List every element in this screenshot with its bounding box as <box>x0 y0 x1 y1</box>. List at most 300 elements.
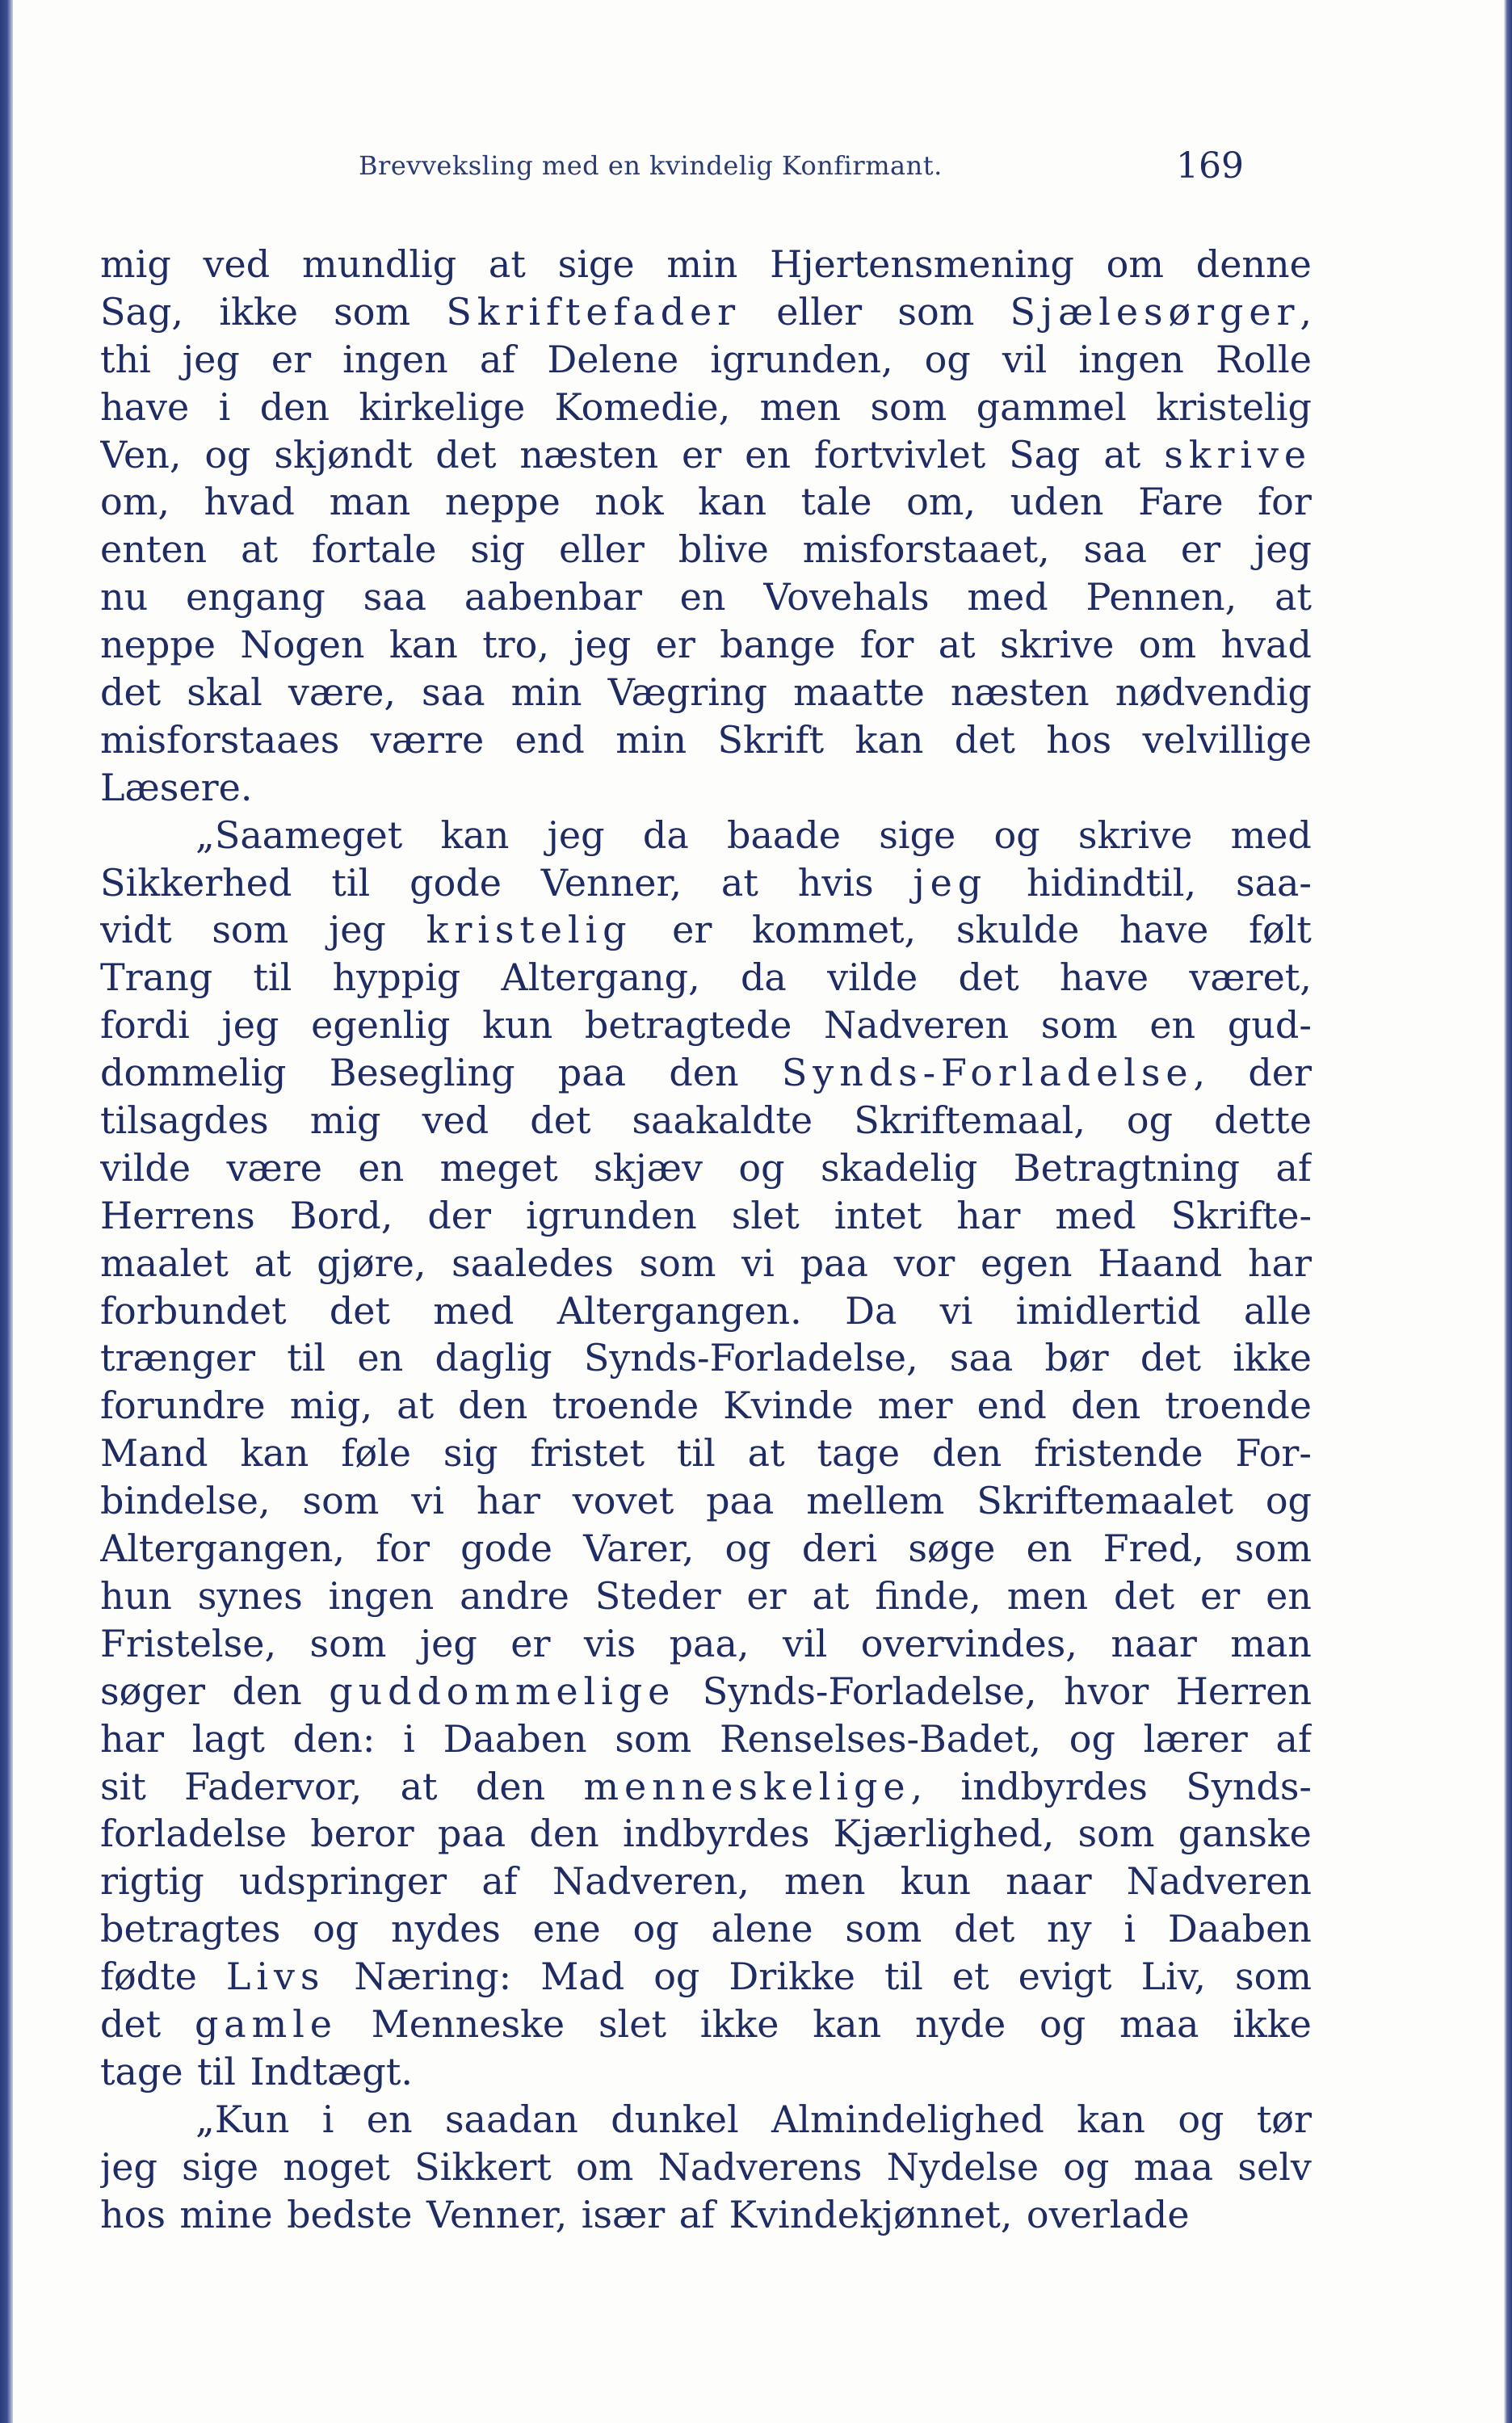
word: Kvindekjønnet, <box>729 2192 1013 2236</box>
text-line <box>100 906 1312 954</box>
word: fødte <box>100 1955 197 1999</box>
word: nødvendig <box>1115 670 1312 715</box>
text-line <box>100 716 1312 764</box>
word: Delene <box>547 337 679 381</box>
word: hos <box>100 2192 166 2236</box>
word: Herren <box>1175 1669 1312 1713</box>
word: til <box>197 2049 236 2093</box>
word: naar <box>1111 1621 1197 1665</box>
text-line <box>100 2001 1312 2048</box>
word: af <box>678 2192 716 2236</box>
word: i <box>403 1716 415 1761</box>
word: andre <box>460 1573 569 1618</box>
scan-edge-left <box>0 0 13 2423</box>
text-line <box>100 573 1312 621</box>
word: enten <box>100 527 208 572</box>
word: end <box>514 717 585 762</box>
word: som <box>1040 1003 1118 1048</box>
word: og <box>924 337 971 381</box>
word: forundre <box>100 1384 266 1428</box>
word: kun <box>900 1859 971 1904</box>
word: det <box>954 1907 1015 1951</box>
scan-edge-right <box>1504 0 1512 2423</box>
text-line <box>100 1810 1312 1858</box>
word: og <box>1178 2097 1224 2141</box>
word: jeg <box>100 2144 158 2189</box>
word <box>329 1668 675 1715</box>
word: misforstaaet, <box>802 527 1050 572</box>
word: have <box>1059 955 1149 1000</box>
word: kan <box>813 2001 882 2046</box>
spaced-emphasis: Skriftefader <box>446 289 741 334</box>
text-line <box>100 1049 1312 1097</box>
word: kristelig <box>1156 384 1312 429</box>
word: Betragtning <box>1013 1145 1241 1190</box>
word: ene <box>532 1907 601 1951</box>
word: have <box>100 384 190 429</box>
text-line <box>100 954 1312 1002</box>
word: kan <box>855 717 924 762</box>
spaced-emphasis: gamle <box>194 2001 338 2046</box>
word: meget <box>439 1145 558 1190</box>
paragraph <box>100 812 1312 2096</box>
word: Altergangen. <box>556 1288 802 1333</box>
word: mig <box>309 1098 381 1143</box>
word: skjæv <box>594 1145 703 1190</box>
word: ved <box>422 1098 489 1143</box>
word <box>446 288 741 336</box>
text-line <box>100 1573 1312 1620</box>
word: Mand <box>100 1431 208 1476</box>
word: min <box>510 670 582 715</box>
text-line <box>100 669 1312 716</box>
word: Fristelse, <box>100 1621 277 1665</box>
word: blive <box>678 527 769 572</box>
text-line <box>100 2096 1312 2144</box>
word: den <box>475 1764 546 1808</box>
word: Almindelighed <box>771 2097 1044 2141</box>
text-line <box>100 1382 1312 1430</box>
word: er <box>672 908 712 952</box>
word: udspringer <box>239 1859 447 1904</box>
word: af <box>1275 1145 1312 1190</box>
word: jeg <box>573 623 632 667</box>
word: Besegling <box>329 1051 515 1095</box>
word: vovet <box>572 1479 674 1523</box>
word: neppe <box>100 623 216 667</box>
word: sige <box>182 2144 259 2189</box>
word: en <box>1026 1526 1073 1571</box>
word: lagt <box>191 1716 265 1761</box>
word: finde, <box>875 1573 981 1618</box>
text-line <box>100 1002 1312 1049</box>
word: om <box>1106 242 1164 286</box>
word: Drikke <box>729 1955 855 1999</box>
word: uden <box>1010 480 1104 524</box>
word: har <box>100 1716 165 1761</box>
word: forbundet <box>100 1288 287 1333</box>
word: paa <box>437 1812 506 1856</box>
word: hvor <box>1064 1669 1149 1713</box>
spaced-emphasis: menneskelige <box>583 1764 911 1808</box>
text-line <box>100 1763 1312 1811</box>
word: end <box>976 1384 1047 1428</box>
word: Skrift <box>717 717 825 762</box>
word: denne <box>1195 242 1312 286</box>
word: lærer <box>1143 1716 1248 1761</box>
word: Sag <box>1009 432 1081 477</box>
word: er <box>510 1621 551 1665</box>
word: Menneske <box>371 2001 565 2046</box>
word: været, <box>1189 955 1312 1000</box>
spaced-emphasis: jeg <box>913 860 988 905</box>
word: „Saameget <box>195 813 403 857</box>
word: Pennen, <box>1086 575 1237 619</box>
word: naar <box>1006 1859 1092 1904</box>
word: af <box>1275 1716 1312 1761</box>
word: fristet <box>530 1431 645 1476</box>
word: jeg <box>1254 527 1312 572</box>
word: og <box>1040 2001 1086 2046</box>
word: deri <box>801 1526 878 1571</box>
word: troende <box>552 1384 699 1428</box>
word: hvad <box>204 480 295 524</box>
word: med <box>1230 813 1312 857</box>
word: maalet <box>100 1241 229 1285</box>
word: er <box>1200 1573 1241 1618</box>
word: en <box>366 2097 413 2141</box>
word: noget <box>283 2144 390 2189</box>
word: som <box>309 1621 387 1665</box>
word: overvindes, <box>860 1621 1077 1665</box>
word: en <box>1266 1573 1312 1618</box>
word: troende <box>1165 1384 1312 1428</box>
word: da <box>642 813 689 857</box>
word: et <box>951 1955 989 1999</box>
word: føle <box>341 1431 411 1476</box>
word: baade <box>727 813 841 857</box>
text-line <box>100 1953 1312 2001</box>
word: og <box>204 432 251 477</box>
spaced-emphasis: Sjælesørger <box>1010 289 1300 334</box>
text-line <box>100 859 1312 907</box>
text-line <box>100 1240 1312 1287</box>
text-line <box>100 431 1312 479</box>
word: indbyrdes <box>622 1812 810 1856</box>
word: tage <box>100 2049 183 2093</box>
word: ganske <box>1178 1812 1312 1856</box>
word: der <box>1248 1051 1312 1095</box>
paragraph <box>100 2096 1312 2239</box>
word: for <box>1258 480 1312 524</box>
word: paa, <box>669 1621 750 1665</box>
word: som <box>212 908 289 952</box>
word: Fare <box>1138 480 1224 524</box>
word: nydes <box>391 1907 501 1951</box>
text-line <box>100 241 1312 288</box>
word: betragtede <box>584 1003 792 1048</box>
word: paa <box>800 1241 868 1285</box>
word: Læsere. <box>100 765 253 809</box>
text-line <box>100 2144 1312 2191</box>
word: som <box>334 289 411 334</box>
word: kan <box>1077 2097 1146 2141</box>
word <box>426 906 632 954</box>
word: sig <box>443 1431 498 1476</box>
word: og <box>313 1907 359 1951</box>
word: bindelse, <box>100 1479 271 1523</box>
word: jeg <box>328 908 386 952</box>
word: det <box>958 955 1019 1000</box>
word: det <box>1140 1336 1202 1380</box>
word: sige <box>879 813 956 857</box>
text-line <box>100 384 1312 431</box>
word: til <box>253 955 292 1000</box>
word: Synds-Forladelse, <box>702 1669 1037 1713</box>
word: hidindtil, <box>1027 860 1197 905</box>
word: for <box>859 623 914 667</box>
word: Nadveren <box>823 1003 1010 1048</box>
word: Indtægt. <box>250 2049 413 2093</box>
word <box>195 2001 338 2048</box>
word: ved <box>203 242 271 286</box>
word: søge <box>908 1526 996 1571</box>
word: Herrens <box>100 1193 255 1237</box>
word: især <box>581 2192 666 2236</box>
word: maa <box>1119 2001 1199 2046</box>
word: den <box>1070 1384 1141 1428</box>
word: saa <box>949 1336 1014 1380</box>
word: om <box>1138 623 1197 667</box>
text-line <box>100 336 1312 384</box>
word: som <box>1235 1526 1312 1571</box>
word: Synds- <box>1186 1764 1312 1808</box>
text-line <box>100 1525 1312 1573</box>
word: trænger <box>100 1336 255 1380</box>
word: at <box>1103 432 1141 477</box>
word: der <box>427 1193 492 1237</box>
word: tør <box>1256 2097 1312 2141</box>
word: en <box>358 1145 405 1190</box>
word <box>226 1953 325 2001</box>
word: Næring: <box>354 1955 512 1999</box>
word: fortvivlet <box>813 432 986 477</box>
word: den <box>931 1431 1002 1476</box>
word: og <box>738 1145 785 1190</box>
word: Ven, <box>100 432 182 477</box>
word: vilde <box>827 955 918 1000</box>
word: vilde <box>100 1145 191 1190</box>
word: er <box>1180 527 1221 572</box>
word: paa <box>706 1479 775 1523</box>
spaced-emphasis: skrive <box>1164 432 1312 477</box>
word: til <box>287 1336 326 1380</box>
word <box>914 859 988 907</box>
word: ingen <box>328 1573 435 1618</box>
word: kan <box>698 480 767 524</box>
word: forladelse <box>100 1812 288 1856</box>
text-line <box>100 1334 1312 1382</box>
word: Haand <box>1098 1241 1223 1285</box>
word: ikke <box>1233 2001 1312 2046</box>
word: værre <box>370 717 485 762</box>
word: menneskelige, <box>583 1764 923 1808</box>
word: om, <box>100 480 170 524</box>
word: har <box>1247 1241 1312 1285</box>
word: Hjertensmening <box>770 242 1074 286</box>
word: nu <box>100 575 149 619</box>
word: sit <box>100 1764 146 1808</box>
word: selv <box>1237 2144 1312 2189</box>
page-number: 169 <box>1176 145 1244 187</box>
word: som <box>639 1241 716 1285</box>
spaced-emphasis: guddommelige <box>329 1669 676 1713</box>
word: til <box>331 860 371 905</box>
word: for <box>376 1526 430 1571</box>
word: at <box>720 860 758 905</box>
word: alene <box>711 1907 813 1951</box>
word: saaledes <box>452 1241 614 1285</box>
word: kan <box>240 1431 309 1476</box>
word: fortale <box>311 527 437 572</box>
word: skrive <box>1000 623 1115 667</box>
word: det <box>954 717 1015 762</box>
word: har <box>476 1479 540 1523</box>
word: men <box>784 1859 866 1904</box>
word: aabenbar <box>464 575 642 619</box>
word: følt <box>1249 908 1312 952</box>
text-line <box>100 1620 1312 1668</box>
word: igrunden, <box>710 337 893 381</box>
word: overlade <box>1026 2192 1190 2236</box>
word: næsten <box>519 432 659 477</box>
word: vi <box>939 1288 973 1333</box>
word: Synds-Forladelse, <box>583 1336 918 1380</box>
word: at <box>400 1764 438 1808</box>
word: at <box>812 1573 850 1618</box>
word: og <box>1126 1098 1174 1143</box>
word: skrive <box>1077 813 1193 857</box>
word: er <box>746 1573 787 1618</box>
word: sig <box>470 527 526 572</box>
text-line <box>100 1192 1312 1240</box>
word: slet <box>731 1193 800 1237</box>
word: i <box>218 384 231 429</box>
text-line <box>100 1430 1312 1477</box>
word: Liv, <box>1140 1955 1206 1999</box>
text-line <box>100 1668 1312 1715</box>
word: „Kun <box>195 2097 290 2141</box>
text-line <box>100 812 1312 859</box>
word: at <box>1275 575 1312 619</box>
word: gammel <box>976 384 1127 429</box>
word: Daaben <box>1167 1907 1312 1951</box>
word: mundlig <box>301 242 457 286</box>
text-line <box>100 1905 1312 1953</box>
word: vil <box>782 1621 828 1665</box>
word: gode <box>460 1526 552 1571</box>
word: med <box>967 575 1048 619</box>
word: til <box>676 1431 716 1476</box>
word: den <box>669 1051 739 1095</box>
word: kirkelige <box>359 384 526 429</box>
word: og <box>1063 2144 1110 2189</box>
word: Trang <box>100 955 213 1000</box>
word: Sag, <box>100 289 184 334</box>
word: Skriftemaal, <box>854 1098 1086 1143</box>
word: af <box>481 1859 518 1904</box>
word: Fred, <box>1102 1526 1204 1571</box>
word: være <box>226 1145 322 1190</box>
word: med <box>1055 1193 1136 1237</box>
word: Nadverens <box>657 2144 863 2189</box>
word: Venner, <box>540 860 682 905</box>
word: men <box>759 384 842 429</box>
spaced-emphasis: kristelig <box>426 908 632 952</box>
word: hyppig <box>332 955 461 1000</box>
word: at <box>938 623 976 667</box>
word: mig <box>100 242 171 286</box>
word: i <box>321 2097 334 2141</box>
word: en <box>357 1336 404 1380</box>
word: tage <box>817 1431 901 1476</box>
word: tro, <box>482 623 549 667</box>
text-line <box>100 1287 1312 1335</box>
word: engang <box>186 575 326 619</box>
word: intet <box>834 1193 922 1237</box>
text-line <box>100 1858 1312 1905</box>
word: neppe <box>444 480 561 524</box>
word: Komedie, <box>554 384 731 429</box>
word: men <box>1006 1573 1089 1618</box>
word: daglig <box>435 1336 552 1380</box>
word: og <box>993 813 1040 857</box>
word: kommet, <box>752 908 917 952</box>
word: Altergangen, <box>100 1526 346 1571</box>
word: vi <box>741 1241 775 1285</box>
word: vidt <box>100 908 172 952</box>
word: bør <box>1044 1336 1109 1380</box>
word: at <box>254 1241 292 1285</box>
text-line <box>100 764 1312 812</box>
word: bedste <box>287 2192 413 2236</box>
word: ikke <box>1233 1336 1312 1380</box>
word: paa <box>557 1051 627 1095</box>
book-page <box>13 0 1504 2423</box>
word: den <box>232 1669 302 1713</box>
word: som <box>845 1907 922 1951</box>
word: slet <box>598 2001 666 2046</box>
word: For- <box>1235 1431 1312 1476</box>
word: mig, <box>289 1384 373 1428</box>
word: Rolle <box>1215 337 1312 381</box>
word: som <box>897 289 975 334</box>
word: man <box>1230 1621 1312 1665</box>
word: at <box>241 527 278 572</box>
word: Sikkerhed <box>100 860 292 905</box>
text-line <box>100 478 1312 526</box>
word: og <box>724 1526 771 1571</box>
word: nok <box>594 480 664 524</box>
word: Bord, <box>289 1193 393 1237</box>
word: skulde <box>956 908 1080 952</box>
word: indbyrdes <box>960 1764 1148 1808</box>
running-title: Brevveksling med en kvindelig Konfirmant. <box>359 150 943 181</box>
text-line <box>100 288 1312 336</box>
body-text <box>100 241 1312 2238</box>
word: det <box>530 1098 591 1143</box>
word: bange <box>720 623 836 667</box>
